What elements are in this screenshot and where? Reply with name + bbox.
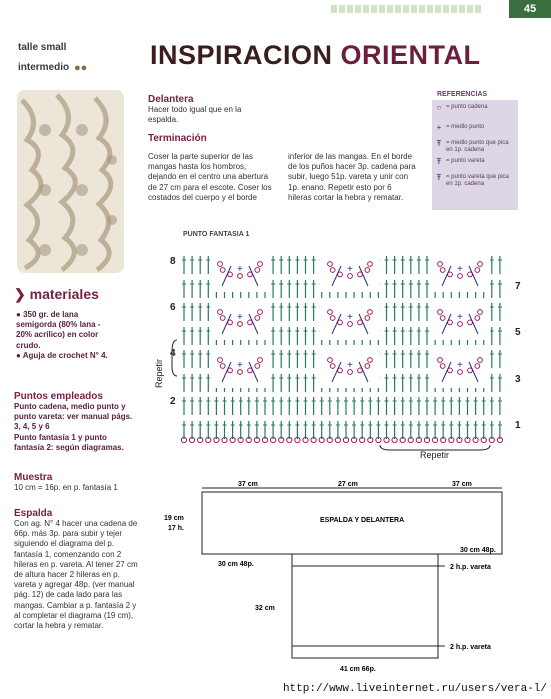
row-label: 4 [170,348,176,359]
double-crochet-in-chain-icon: Ŧ [436,173,442,182]
chain-stitch-icon: ○ [436,103,442,112]
ref-item: Ŧ = punto vareta [432,158,485,165]
puntos-heading: Puntos empleados [14,391,103,402]
decorative-stripes [331,5,481,13]
espalda-section [14,508,140,631]
row-label: 5 [515,327,521,338]
dim-left-sleeve: 30 cm 48p. [218,561,254,568]
single-crochet-mark: + [457,312,463,323]
dim-right-sleeve: 30 cm 48p. [460,547,496,554]
title-part-1: INSPIRACION [150,40,333,70]
dim-bottom: 41 cm 66p. [340,666,376,673]
page-title [150,40,481,71]
espalda-text: Con ag. N° 4 hacer una cadena de 66p. más 3p. para subir y tejer siguiendo el diagrama del p. fantasía 1, comenzando con 2 hileras en p. vareta. Al tener 27 cm de altura hacer 2 hileras en p. vareta y agregar 48p. (ver manual pág. 12) de cada lado para las mangas. Cambiar a p. fantasía 2 y al completar el diagrama (19 cm), cortar la hebra y rematar. [14,519,138,631]
ref-item: + = medio punto [432,124,484,131]
row-label: 8 [170,256,176,267]
garment-schematic [160,478,520,678]
single-crochet-mark: + [237,360,243,371]
chevron-right-icon: ❯ [14,286,26,302]
title-part-2: ORIENTAL [340,40,481,70]
single-crochet-mark: + [347,264,353,275]
muestra-text: 10 cm = 16p. en p. fantasía 1 [14,483,118,492]
dim-body-height: 32 cm [255,605,275,612]
single-crochet-mark: + [457,360,463,371]
delantera-heading: Delantera [148,94,194,105]
size-dots-icon: ●● [74,62,88,74]
single-crochet-icon: + [436,123,442,132]
espalda-heading: Espalda [14,508,53,519]
single-crochet-mark: + [347,312,353,323]
crochet-photo [17,90,124,273]
referencias-box [432,100,518,210]
instructions-col-1 [148,94,273,144]
delantera-text: Hacer todo igual que en la espalda. [148,105,242,125]
diagram-title: PUNTO FANTASIA 1 [183,231,250,238]
single-crochet-mark: + [457,264,463,275]
row-label: 2 [170,396,176,407]
dim-left-cm: 19 cm [164,515,184,522]
row-label: 1 [515,420,521,431]
ref-item: ○ = punto cadena [432,104,488,111]
puntos-section [14,391,136,453]
size-line-2: intermedio [18,62,70,73]
referencias-heading: REFERENCIAS [437,91,488,98]
top-bar [0,0,551,18]
ref-item: Ŧ = punto vareta que pica en 1p. cadena [432,174,516,188]
single-crochet-mark: + [237,312,243,323]
muestra-section [14,472,136,493]
materiales-list [16,310,116,361]
row-label: 3 [515,374,521,385]
single-crochet-mark: + [347,360,353,371]
muestra-heading: Muestra [14,472,53,483]
center-label: ESPALDA Y DELANTERA [320,517,405,524]
vareta-top-label: 2 h.p. vareta [450,564,491,571]
dim-left-rows: 17 h. [168,525,184,532]
single-crochet-mark: + [237,264,243,275]
double-crochet-icon: Ŧ [436,157,442,166]
terminacion-text: Coser la parte superior de las mangas hasta los hombros, dejando en el centro una abertura de 27 cm para el escote. Coser los costados del cuerpo y el borde inferior de las mangas. En el borde de los puños hacer 3p. cadena para subir, luego 51p. vareta y unir con 1p. enano. Repetir esto por 6 hileras cortar la hebra y rematar. [148,152,416,202]
vareta-bottom-label: 2 h.p. vareta [450,644,491,651]
dim-top-right: 37 cm [452,481,472,488]
stitch-diagram [150,240,530,465]
puntos-text-2: Punto fantasía 1 y punto fantasía 2: según diagramas. [14,432,124,452]
dim-top-left: 37 cm [238,481,258,488]
puntos-text-1: Punto cadena, medio punto y punto vareta: ver manual págs. 3, 4, 5 y 6 [14,402,133,432]
page-number: 45 [509,0,551,18]
single-crochet-in-chain-icon: Ŧ [436,139,442,148]
dim-top-mid: 27 cm [338,481,358,488]
repetir-side-label: Repetir [154,358,164,388]
materiales-item: ● Aguja de crochet N° 4. [16,350,108,360]
repetir-bottom-label: Repetir [420,450,450,460]
row-label: 6 [170,302,176,313]
row-label: 7 [515,281,521,292]
materiales-item: ● 350 gr. de lana semigorda (80% lana - 20% acrílico) en color crudo. [16,310,101,350]
ref-item: Ŧ = medio punto que pica en 1p. cadena [432,140,516,154]
footer-url: http://www.liveinternet.ru/users/vera-l/ [282,683,547,695]
size-line-1: talle small [18,42,67,53]
terminacion-heading: Terminación [148,133,207,145]
materiales-heading: ❯ materiales [14,286,99,302]
